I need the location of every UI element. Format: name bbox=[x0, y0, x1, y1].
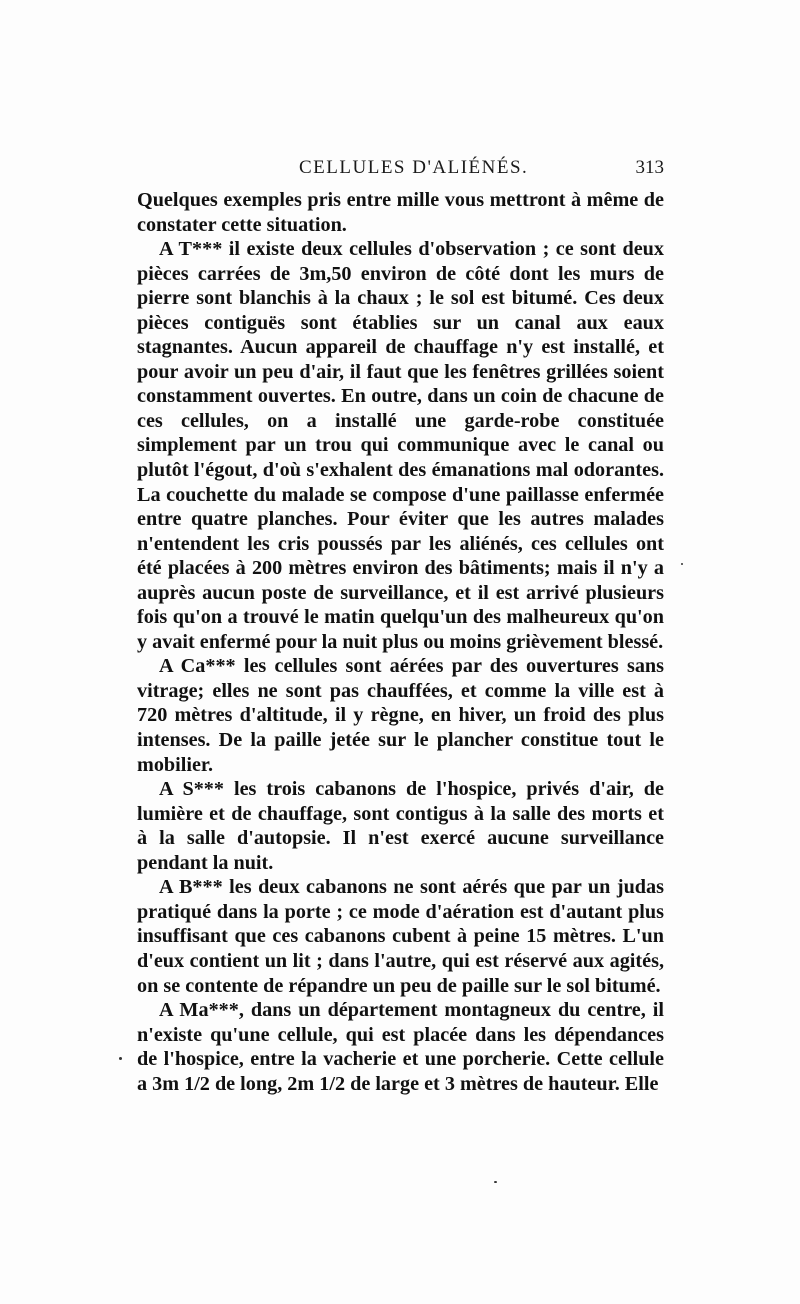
page-number: 313 bbox=[635, 157, 664, 178]
paper-speck bbox=[681, 563, 683, 565]
paragraph-intro: Quelques exemples pris entre mille vous mettront à même de constater cette situation. bbox=[137, 189, 664, 236]
paragraph-ma: A Ma***, dans un département montagneux du centre, il n'existe qu'une cellule, qui est placée dans les dépendances de l'hospice, entre la vacherie et une porcherie. Cette cellule a 3m 1/2 de long, 2m 1/2 de large et 3 mètres de hauteur. Elle bbox=[137, 999, 664, 1095]
running-title: CELLULES D'ALIÉNÉS. bbox=[299, 157, 529, 178]
paragraph-b: A B*** les deux cabanons ne sont aérés que par un judas pratiqué dans la porte ; ce mode d'aération est d'autant plus insuffisant que ces cabanons cubent à peine 15 mètres. L'un d'eux contient un lit ; dans l'autre, qui est réservé aux agités, on se contente de répandre un peu de paille sur le sol bitumé. bbox=[137, 876, 664, 997]
paragraph-s: A S*** les trois cabanons de l'hospice, privés d'air, de lumière et de chauffage, sont contigus à la salle des morts et à la salle d'autopsie. Il n'est exercé aucune surveillance pendant la nuit. bbox=[137, 778, 664, 874]
paper-speck bbox=[119, 1057, 122, 1060]
page-header bbox=[137, 157, 664, 183]
paragraph-t: A T*** il existe deux cellules d'observation ; ce sont deux pièces carrées de 3m,50 environ de côté dont les murs de pierre sont blanchis à la chaux ; le sol est bitumé. Ces deux pièces contiguës sont établies sur un canal aux eaux stagnantes. Aucun appareil de chauffage n'y est installé, et pour avoir un peu d'air, il faut que les fenêtres grillées soient constamment ouvertes. En outre, dans un coin de chacune de ces cellules, on a installé une garde-robe constituée simplement par un trou qui communique avec le canal ou plutôt l'égout, d'où s'exhalent des émanations mal odorantes. La couchette du malade se compose d'une paillasse enfermée entre quatre planches. Pour éviter que les autres malades n'entendent les cris poussés par les aliénés, ces cellules ont été placées à 200 mètres environ des bâtiments; mais il n'y a auprès aucun poste de surveillance, et il est arrivé plusieurs fois qu'on a trouvé le matin quelqu'un des malheureux qu'on y avait enfermé pour la nuit plus ou moins grièvement blessé. bbox=[137, 238, 664, 653]
paragraph-ca: A Ca*** les cellules sont aérées par des ouvertures sans vitrage; elles ne sont pas chauffées, et comme la ville est à 720 mètres d'altitude, il y règne, en hiver, un froid des plus intenses. De la paille jetée sur le plancher constitue tout le mobilier. bbox=[137, 655, 664, 776]
paper-speck bbox=[494, 1181, 497, 1183]
body-text bbox=[137, 188, 664, 1096]
